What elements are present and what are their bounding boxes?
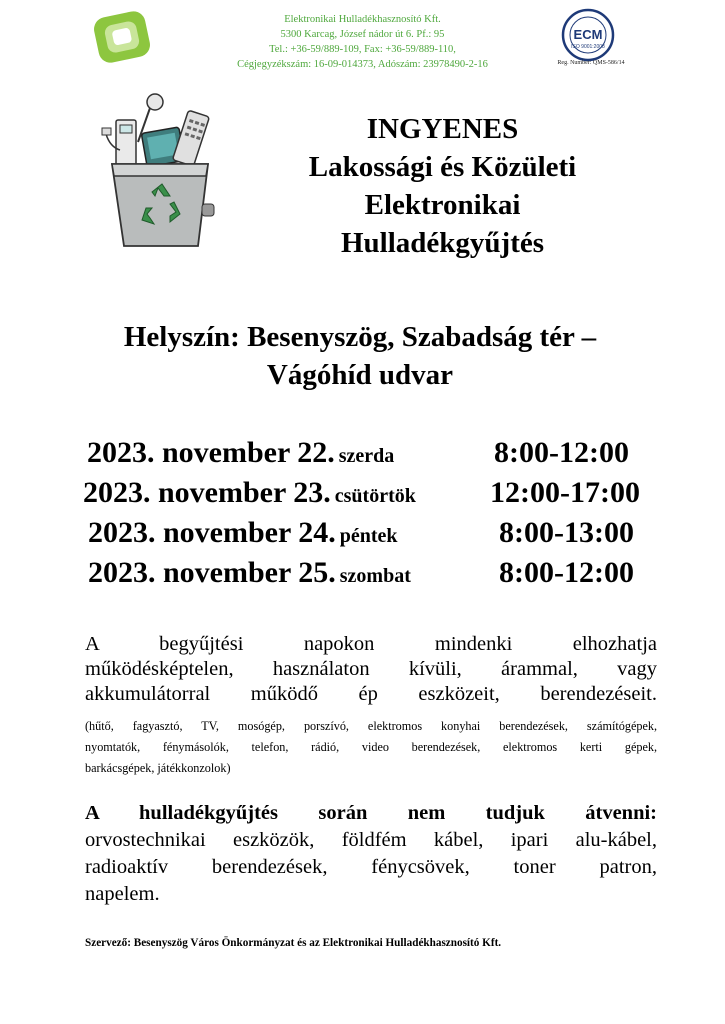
schedule-date: 2023. november 22. — [87, 436, 335, 469]
company-name: Elektronikai Hulladékhasznosító Kft. — [284, 14, 441, 25]
title-line-2: Lakossági és Közületi — [308, 151, 577, 183]
iso-badge-sub: ISO 9001:2008 — [571, 44, 605, 50]
schedule-date: 2023. november 23. — [83, 476, 331, 509]
recycle-bin-electronics-icon — [100, 92, 230, 252]
paragraph-line: működésképtelen, használaton kívüli, árammal, vagy — [85, 658, 657, 680]
title-line-1: INGYENES — [366, 113, 519, 145]
not-accepted-line: napelem. — [85, 883, 160, 905]
schedule-row — [88, 516, 398, 550]
accepted-items-line: (hűtő, fagyasztó, TV, mosógép, porszívó, elektromos konyhai berendezések, számítógépek, — [85, 719, 657, 733]
schedule-row — [83, 476, 416, 510]
paragraph-line: A begyűjtési napokon mindenki elhozhatja — [85, 633, 657, 655]
accepted-items-list — [85, 716, 657, 779]
schedule-row — [87, 436, 394, 470]
title-line-3: Elektronikai — [364, 189, 521, 221]
location-line-2: Vágóhíd udvar — [266, 359, 454, 391]
not-accepted-paragraph — [85, 800, 657, 908]
location — [50, 318, 670, 394]
company-address: 5300 Karcag, József nádor út 6. Pf.: 95 — [280, 29, 445, 40]
title-line-4: Hulladékgyűjtés — [340, 227, 545, 259]
schedule-time: 8:00-12:00 — [494, 436, 629, 469]
company-logo-icon — [92, 10, 154, 66]
schedule-date: 2023. november 25. — [88, 556, 336, 589]
company-phone: Tel.: +36-59/889-109, Fax: +36-59/889-110, — [269, 44, 456, 55]
not-accepted-heading: A hulladékgyűjtés során nem tudjuk átvenni: — [85, 802, 657, 824]
accepted-items-line: barkácsgépek, játékkonzolok) — [85, 761, 231, 775]
iso-certification-badge — [553, 8, 623, 63]
schedule-day: szombat — [339, 565, 411, 587]
company-registration: Cégjegyzékszám: 16-09-014373, Adószám: 23978490-2-16 — [237, 59, 488, 70]
reg-number: Reg. Number: QMS-586/14 — [557, 60, 625, 66]
schedule-time: 12:00-17:00 — [490, 476, 640, 509]
schedule-day: szerda — [338, 445, 395, 467]
not-accepted-line: orvostechnikai eszközök, földfém kábel, ipari alu-kábel, — [85, 829, 657, 851]
company-info — [200, 12, 525, 72]
paragraph-line: akkumulátorral működő ép eszközeit, berendezéseit. — [85, 683, 657, 705]
iso-badge-text: ECM — [573, 27, 603, 42]
poster-title — [230, 110, 655, 262]
not-accepted-line: radioaktív berendezések, fénycsövek, toner patron, — [85, 856, 657, 878]
accepted-items-line: nyomtatók, fénymásolók, telefon, rádió, video berendezések, elektromos kerti gépek, — [85, 740, 657, 754]
schedule-time: 8:00-12:00 — [499, 556, 634, 589]
schedule-row — [88, 556, 411, 590]
schedule-date: 2023. november 24. — [88, 516, 336, 549]
schedule-day: csütörtök — [334, 485, 416, 507]
collection-info-paragraph — [85, 632, 657, 707]
schedule-day: péntek — [339, 525, 398, 547]
organizer-note: Szervező: Besenyszög Város Önkormányzat és az Elektronikai Hulladékhasznosító Kft. — [85, 937, 502, 949]
location-line-1: Helyszín: Besenyszög, Szabadság tér – — [123, 321, 597, 353]
schedule-time: 8:00-13:00 — [499, 516, 634, 549]
